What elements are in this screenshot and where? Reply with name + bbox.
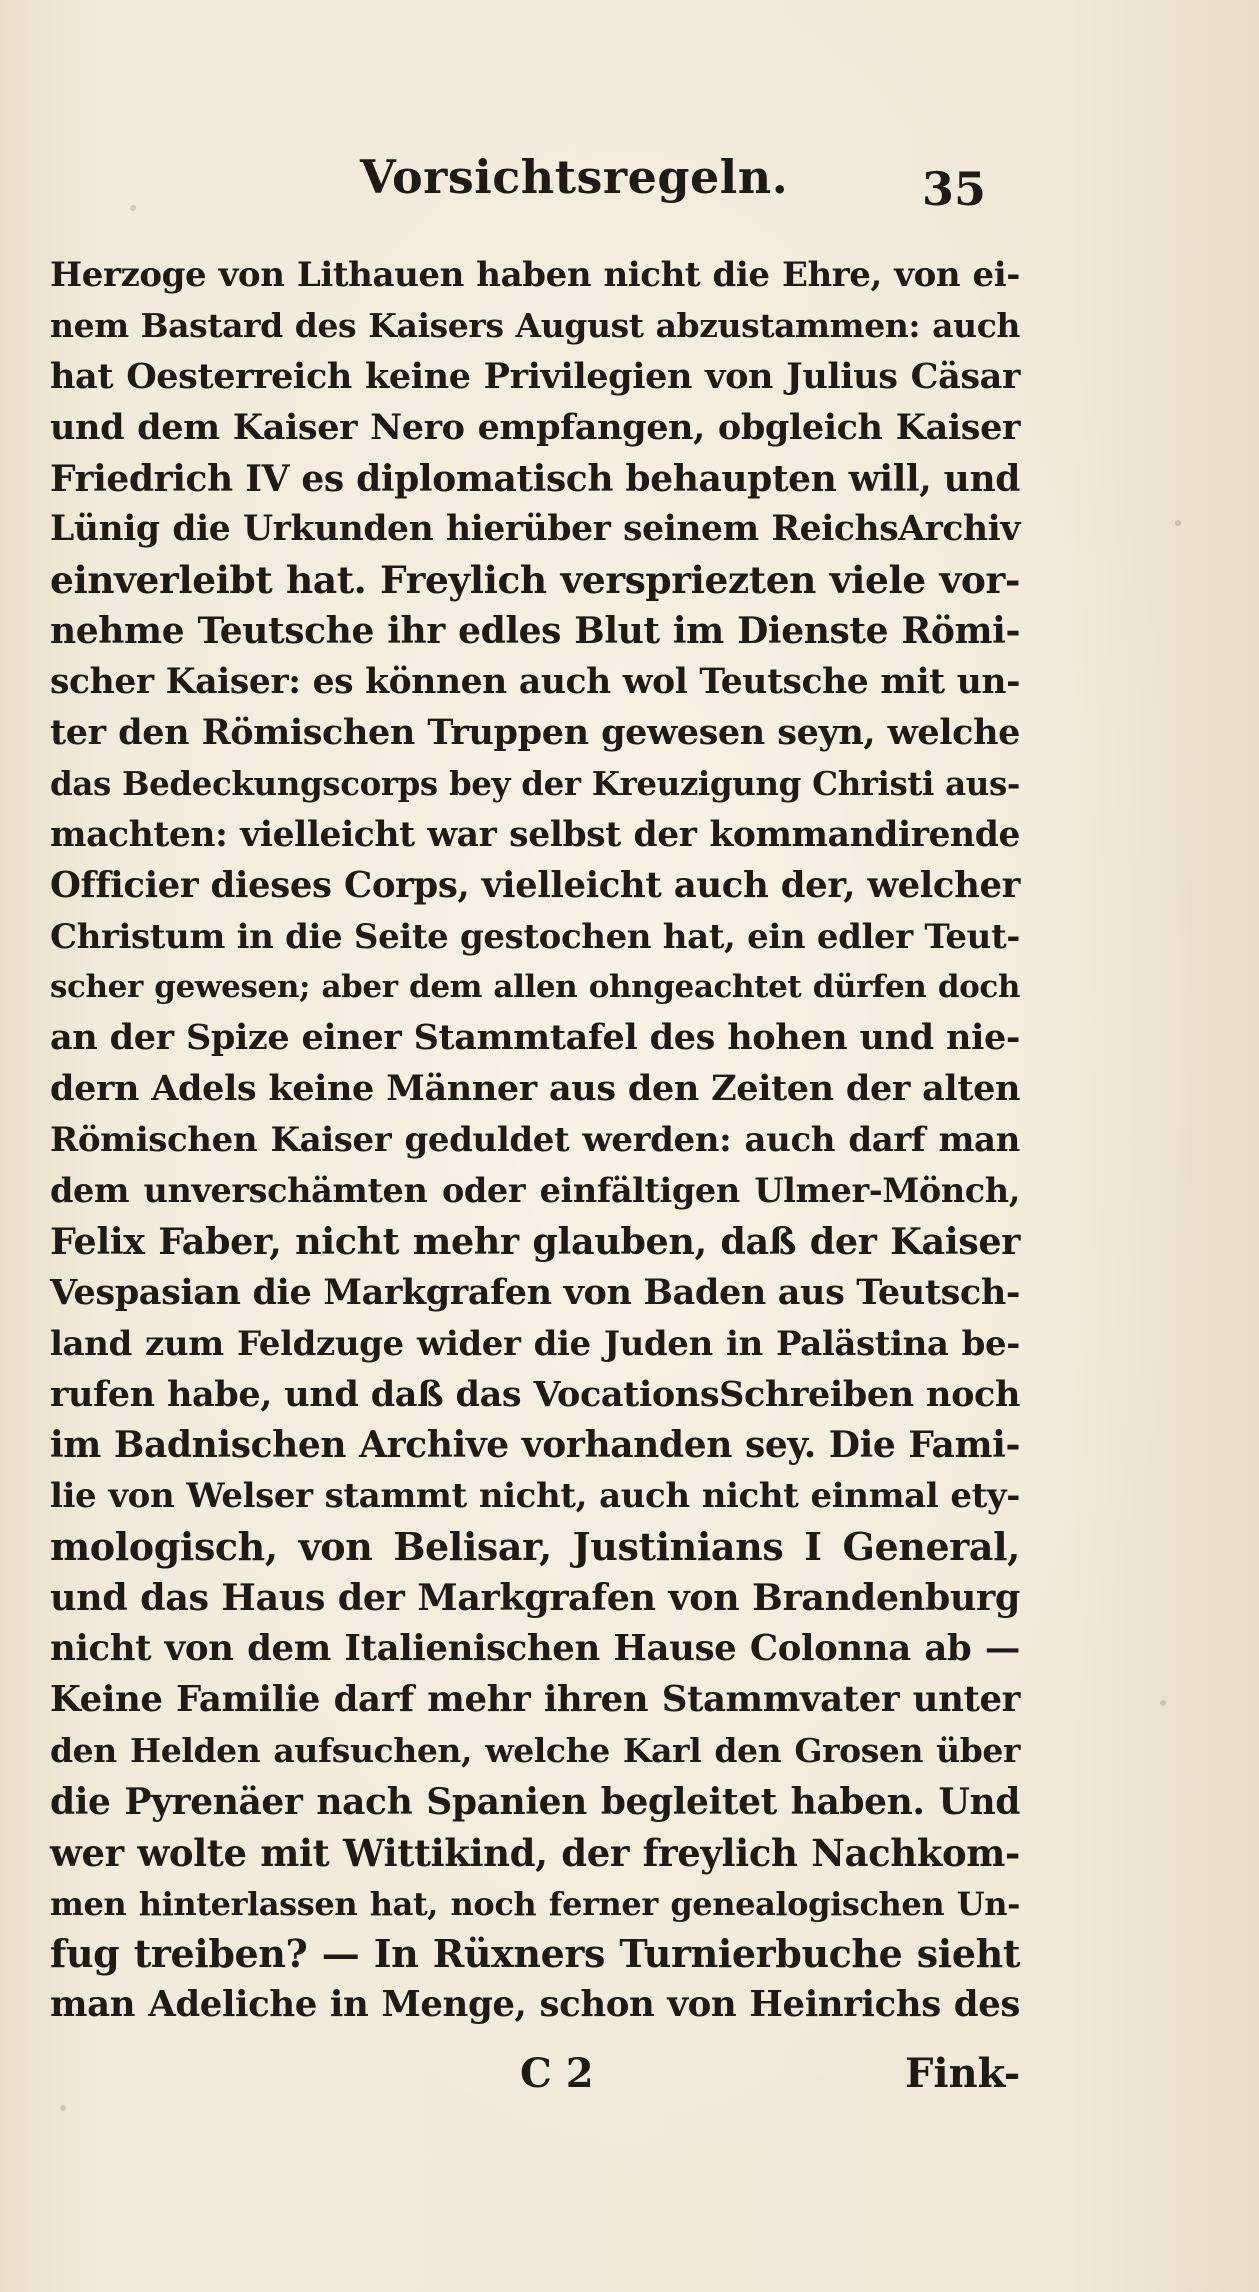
text-line: Felix Faber, nicht mehr glauben, daß der Kaiser	[50, 1219, 1020, 1263]
body-text	[50, 250, 1020, 2031]
text-line: dern Adels keine Männer aus den Zeiten der alten	[50, 1068, 1020, 1110]
text-line: nem Bastard des Kaisers August abzustammen: auch	[50, 305, 1020, 345]
text-line: im Badnischen Archive vorhanden sey. Die Fami-	[50, 1424, 1020, 1467]
text-line: einverleibt hat. Freylich verspriezten viele vor-	[50, 558, 1020, 603]
text-line: hat Oesterreich keine Privilegien von Julius Cäsar	[50, 355, 1020, 397]
text-line: nicht von dem Italienischen Hause Colonna ab —	[50, 1628, 1020, 1670]
text-line: fug treiben? — In Rüxners Turnierbuche sieht	[50, 1931, 1020, 1977]
text-line: Friedrich IV es diplomatisch behaupten will, und	[50, 457, 1020, 500]
text-line: men hinterlassen hat, noch ferner genealogischen Un-	[50, 1884, 1020, 1923]
catchword: Fink-	[905, 2050, 1021, 2097]
text-line: scher Kaiser: es können auch wol Teutsche mit un-	[50, 662, 1020, 703]
text-line: und dem Kaiser Nero empfangen, obgleich Kaiser	[50, 406, 1020, 448]
text-line: dem unverschämten oder einfältigen Ulmer-Mönch,	[50, 1171, 1020, 1211]
text-line: Herzoge von Lithauen haben nicht die Ehre, von ei-	[50, 255, 1020, 295]
text-line: Christum in die Seite gestochen hat, ein edler Teut-	[50, 916, 1020, 957]
text-line: an der Spize einer Stammtafel des hohen und nie-	[50, 1017, 1020, 1059]
text-line: lie von Welser stammt nicht, auch nicht einmal ety-	[50, 1476, 1020, 1517]
signature-mark: C 2	[520, 2050, 594, 2097]
text-line: rufen habe, und daß das VocationsSchreiben noch	[50, 1373, 1020, 1415]
text-line: und das Haus der Markgrafen von Brandenburg	[50, 1576, 1020, 1620]
page-number: 35	[922, 162, 987, 216]
text-line: machten: vielleicht war selbst der kommandirende	[50, 814, 1020, 855]
text-line: ter den Römischen Truppen gewesen seyn, welche	[50, 712, 1020, 754]
text-line: das Bedeckungscorps bey der Kreuzigung Christi aus-	[50, 763, 1020, 803]
text-line: Officier dieses Corps, vielleicht auch der, welcher	[50, 864, 1020, 906]
paper-spot	[60, 2105, 66, 2111]
text-line: scher gewesen; aber dem allen ohngeachtet dürfen doch	[50, 969, 1020, 1006]
text-line: die Pyrenäer nach Spanien begleitet haben. Und	[50, 1780, 1020, 1823]
paper-spot	[1160, 1700, 1166, 1706]
text-line: nehme Teutsche ihr edles Blut im Dienste Römi-	[50, 610, 1020, 653]
running-head: Vorsichtsregeln.	[360, 150, 789, 204]
text-line: Lünig die Urkunden hierüber seinem ReichsArchiv	[50, 509, 1020, 550]
text-line: land zum Feldzuge wider die Juden in Palästina be-	[50, 1323, 1020, 1364]
text-line: man Adeliche in Menge, schon von Heinrichs des	[50, 1984, 1020, 2026]
paper-spot	[1175, 520, 1181, 526]
text-line: wer wolte mit Wittikind, der freylich Nachkom-	[50, 1830, 1020, 1875]
text-line: Keine Familie darf mehr ihren Stammvater unter	[50, 1678, 1020, 1720]
text-line: Römischen Kaiser geduldet werden: auch darf man	[50, 1120, 1020, 1161]
paper-spot	[130, 205, 136, 211]
text-line: den Helden aufsuchen, welche Karl den Grosen über	[50, 1730, 1020, 1770]
text-line: Vespasian die Markgrafen von Baden aus Teutsch-	[50, 1271, 1020, 1313]
text-line: mologisch, von Belisar, Justinians I General,	[50, 1524, 1020, 1570]
